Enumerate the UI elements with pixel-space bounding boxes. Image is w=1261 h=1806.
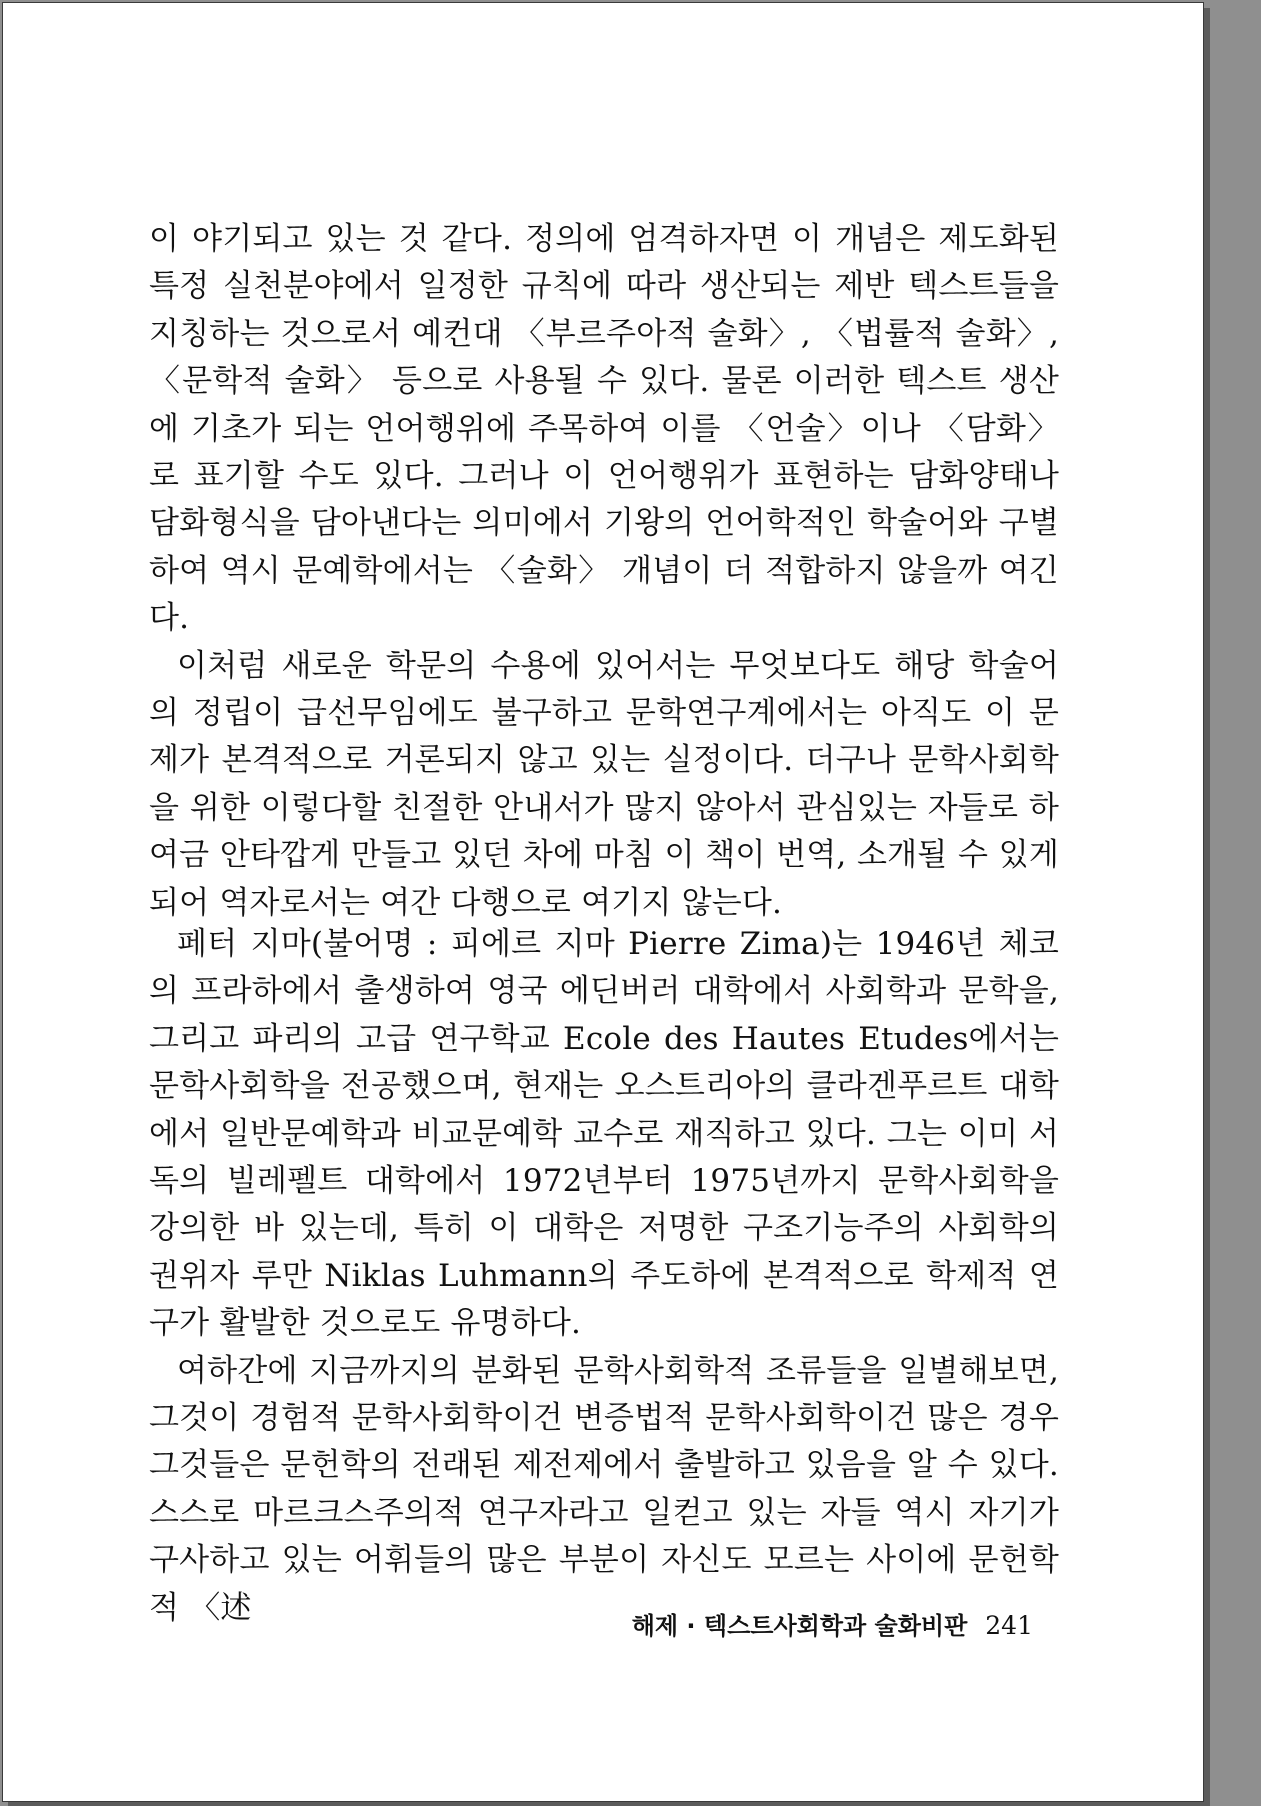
paragraph: 이 야기되고 있는 것 같다. 정의에 엄격하자면 이 개념은 제도화된 특정 실천분야에서 일정한 규칙에 따라 생산되는 제반 텍스트들을 지칭하는 것으로서 예컨대 〈부르주아적 술화〉, 〈법률적 술화〉, 〈문학적 술화〉 등으로 사용될 수 있다. 물론 이러한 텍스트 생산에 기초가 되는 언어행위에 주목하여 이를 〈언술〉이나 〈담화〉로 표기할 수도 있다. 그러나 이 언어행위가 표현하는 담화양태나 담화형식을 담아낸다는 의미에서 기왕의 언어학적인 학술어와 구별하여 역시 문예학에서는 〈술화〉 개념이 더 적합하지 않을까 여긴다. [149, 221, 1059, 637]
text-section-2 [149, 921, 1059, 1632]
running-title: 해제 · 텍스트사회학과 술화비판 [631, 1612, 968, 1640]
text-section-1 [149, 216, 1059, 927]
paragraph: 이처럼 새로운 학문의 수용에 있어서는 무엇보다도 해당 학술어의 정립이 급선무임에도 불구하고 문학연구계에서는 아직도 이 문제가 본격적으로 거론되지 않고 있는 실정이다. 더구나 문학사회학을 위한 이렇다할 친절한 안내서가 많지 않아서 관심있는 자들로 하여금 안타깝게 만들고 있던 차에 마침 이 책이 번역, 소개될 수 있게 되어 역자로서는 여간 다행으로 여기지 않는다. [149, 647, 1059, 921]
book-page [2, 2, 1204, 1802]
page-footer [613, 1606, 1033, 1641]
paragraph: 여하간에 지금까지의 분화된 문학사회학적 조류들을 일별해보면, 그것이 경험적 문학사회학이건 변증법적 문학사회학이건 많은 경우 그것들은 문헌학의 전래된 제전제에서 출발하고 있음을 알 수 있다. 스스로 마르크스주의적 연구자라고 일컫고 있는 자들 역시 자기가 구사하고 있는 어휘들의 많은 부분이 자신도 모르는 사이에 문헌학적 〈述 [149, 1352, 1059, 1626]
page-number: 241 [985, 1611, 1033, 1640]
paragraph: 페터 지마(불어명 : 피에르 지마 Pierre Zima)는 1946년 체코의 프라하에서 출생하여 영국 에딘버러 대학에서 사회학과 문학을, 그리고 파리의 고급 연구학교 Ecole des Hautes Etudes에서는 문학사회학을 전공했으며, 현재는 오스트리아의 클라겐푸르트 대학에서 일반문예학과 비교문예학 교수로 재직하고 있다. 그는 이미 서독의 빌레펠트 대학에서 1972년부터 1975년까지 문학사회학을 강의한 바 있는데, 특히 이 대학은 저명한 구조기능주의 사회학의 권위자 루만 Niklas Luhmann의 주도하에 본격적으로 학제적 연구가 활발한 것으로도 유명하다. [149, 926, 1059, 1342]
